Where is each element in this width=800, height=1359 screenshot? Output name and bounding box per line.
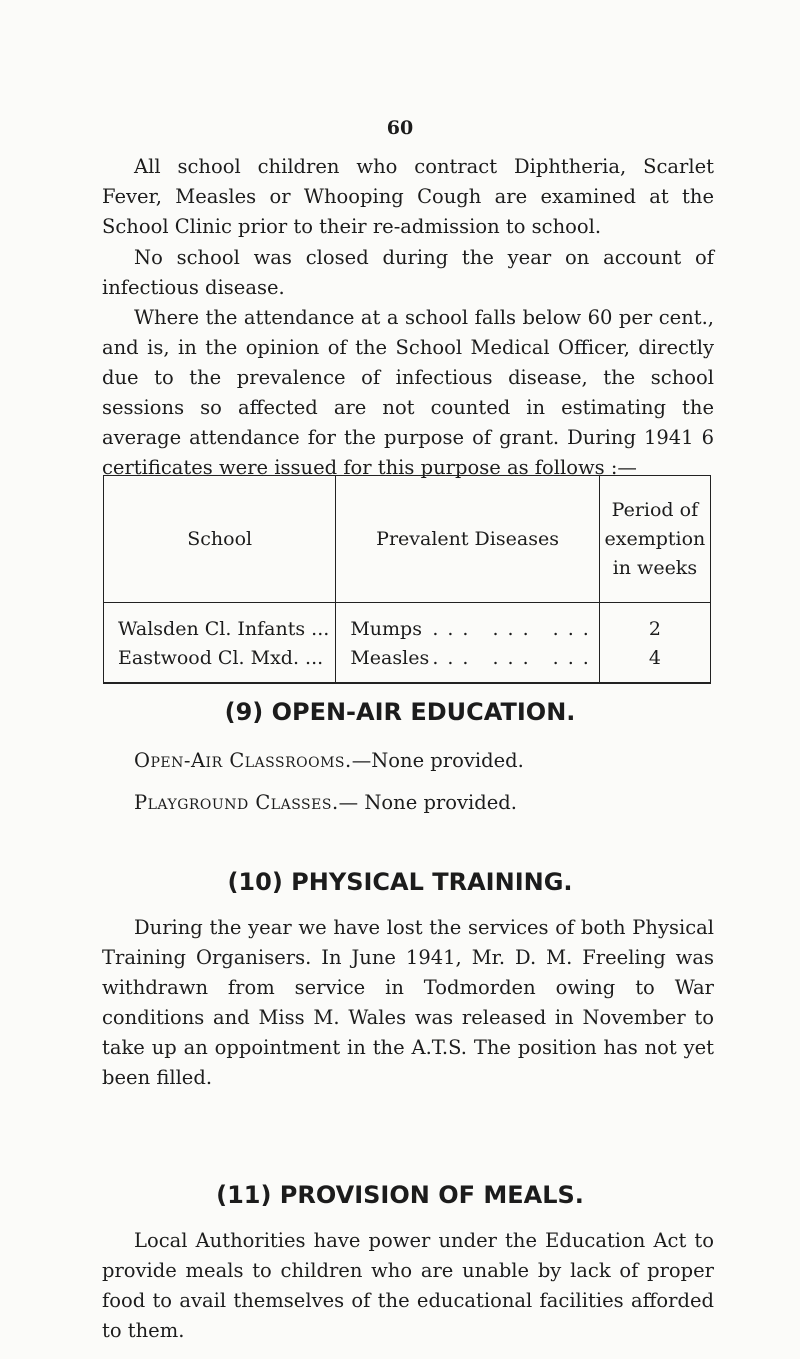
heading-open-air-education: (9) OPEN-AIR EDUCATION. (224, 698, 576, 726)
disease-measles: Measles (350, 647, 430, 669)
table-row (104, 603, 711, 684)
header-period-of-exemption (599, 476, 710, 603)
header-school: School (104, 476, 336, 603)
paragraph-attendance-certificates: Where the attendance at a school falls below 60 per cent., and is, in the opinion of the School Medical Officer, directly due to the prevalence of infectious disease, the school sessions so affected are not counted in estimating the average attendance for the purpose of grant. During 1941 6 certificates were issued for this purpose as follows :— (102, 306, 714, 479)
header-period-line2: exemption (604, 527, 706, 550)
open-air-classrooms-line (134, 749, 524, 772)
period-cell (599, 603, 710, 684)
playground-classes-label: Playground Classes. (134, 791, 339, 814)
disease-line (350, 644, 597, 673)
leader-dots: ... ... ... (432, 647, 598, 669)
disease-mumps: Mumps (350, 618, 422, 640)
header-prevalent-diseases: Prevalent Diseases (336, 476, 599, 603)
paragraph-no-school-closed: No school was closed during the year on account of infectious disease. (102, 246, 714, 299)
school-cell (104, 603, 336, 684)
exemption-table (103, 475, 711, 684)
paragraph-diphtheria-examination: All school children who contract Diphtheria, Scarlet Fever, Measles or Whooping Cough are examined at the School Clinic prior to their re-admission to school. (102, 155, 714, 238)
weeks-eastwood: 4 (648, 647, 661, 669)
school-walsden: Walsden Cl. Infants ... (118, 618, 330, 640)
table-header-row (104, 476, 711, 603)
header-period-line1: Period of (611, 498, 699, 521)
playground-classes-line (134, 791, 517, 814)
leader-dots: ... ... ... (432, 618, 598, 640)
page-number: 60 (386, 117, 414, 139)
disease-line (350, 615, 597, 644)
disease-cell (336, 603, 599, 684)
heading-provision-of-meals: (11) PROVISION OF MEALS. (216, 1181, 584, 1209)
heading-physical-training: (10) PHYSICAL TRAINING. (227, 868, 573, 896)
paragraph-physical-training: During the year we have lost the services of both Physical Training Organisers. In June 1941, Mr. D. M. Freeling was withdrawn from service in Todmorden owing to War conditions and Miss M. Wales was released in November to take up an oppointment in the A.T.S. The position has not yet been filled. (102, 916, 714, 1089)
weeks-walsden: 2 (648, 618, 661, 640)
open-air-classrooms-text: —None provided. (351, 749, 524, 772)
paragraph-provision-of-meals: Local Authorities have power under the Education Act to provide meals to children who are unable by lack of proper food to avail themselves of the educational facilities afforded to them. (102, 1229, 714, 1342)
school-eastwood: Eastwood Cl. Mxd. ... (118, 647, 324, 669)
open-air-classrooms-label: Open-Air Classrooms. (134, 749, 352, 772)
header-period-line3: in weeks (612, 556, 698, 579)
playground-classes-text: — None provided. (338, 791, 517, 814)
